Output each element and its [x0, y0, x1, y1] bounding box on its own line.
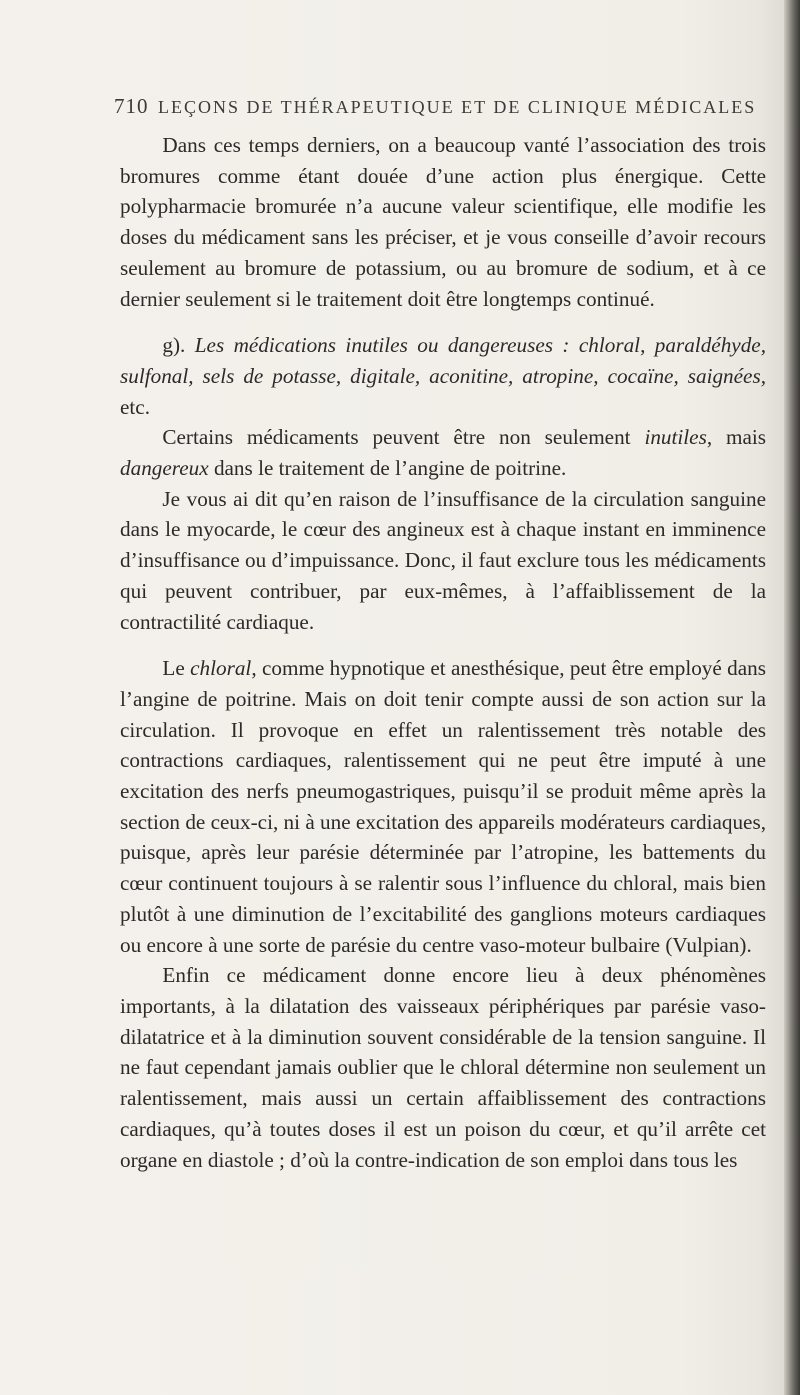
running-title: LEÇONS DE THÉRAPEUTIQUE ET DE CLINIQUE MÉDICALES [158, 97, 757, 117]
section-label: g). [162, 333, 186, 358]
paragraph-bromures: Dans ces temps derniers, on a beaucoup vanté l’association des trois bromures comme étant douée d’une action plus énergique. Cette polypharmacie bromurée n’a aucune valeur scientifique, elle modifie les doses du médicament sans les préciser, et je vous conseille d’avoir recours seulement au bromure de potassium, ou au bromure de sodium, et à ce dernier seulement si le traitement doit être longtemps continué. [120, 133, 766, 311]
paragraph-enfin: Enfin ce médicament donne encore lieu à deux phénomènes importants, à la dilatation des vaisseaux périphériques par parésie vaso-dilatatrice et à la diminution souvent considérable de la tension sanguine. Il ne faut cependant jamais oublier que le chloral détermine non seulement un ralentissement, mais aussi un certain affaiblissement des contractions cardiaques, qu’à toutes doses il est un poison du cœur, et qu’il arrête cet organe en diastole ; d’où la contre-indication de son emploi dans tous les [120, 963, 766, 1172]
paragraph-chloral [120, 653, 766, 960]
emphasis-chloral: chloral [190, 656, 252, 681]
section-heading-text: Les médications inutiles ou dangereuses : chloral, paraldéhyde, sulfonal, sels de potasse, digitale, aconitine, atropine, cocaïne, saignées, [120, 333, 766, 388]
emphasis-dangereux: dangereux [120, 456, 209, 481]
page-edge-shadow [784, 0, 800, 1395]
text-span: , comme hypnotique et anesthésique, peut être employé dans l’angine de poitrine. Mais on doit tenir compte aussi de son action sur la circulation. Il provoque en effet un ralentissement très notable des contractions cardiaques, ralentissement qui ne peut être imputé à une excitation des nerfs pneumogastriques, puisqu’il se produit même après la section de ceux-ci, ni à une excitation des appareils modérateurs cardiaques, puisque, après leur parésie déterminée par l’atropine, les battements du cœur continuent toujours à se ralentir sous l’influence du chloral, mais bien plutôt à une diminution de l’excitabilité des ganglions moteurs cardiaques ou encore à une sorte de parésie du centre vaso-moteur bulbaire (Vulpian). [120, 656, 766, 957]
body-text [120, 130, 766, 1175]
text-span: Certains médicaments peuvent être non seulement [162, 425, 645, 450]
section-heading-etc: etc. [120, 394, 150, 419]
text-span: dans le traitement de l’angine de poitrine. [208, 456, 567, 481]
running-header [114, 94, 774, 119]
emphasis-inutiles: inutiles [644, 425, 707, 450]
paragraph-medicaments [120, 422, 766, 483]
page-number: 710 [114, 94, 149, 118]
text-span: , mais [706, 425, 766, 450]
section-heading-g [120, 330, 766, 422]
paragraph-insuffisance: Je vous ai dit qu’en raison de l’insuffisance de la circulation sanguine dans le myocarde, le cœur des angineux est à chaque instant en imminence d’insuffisance ou d’impuissance. Donc, il faut exclure tous les médicaments qui peuvent contribuer, par eux-mêmes, à l’affaiblissement de la contractilité cardiaque. [120, 486, 766, 634]
text-span: Le [162, 656, 191, 681]
